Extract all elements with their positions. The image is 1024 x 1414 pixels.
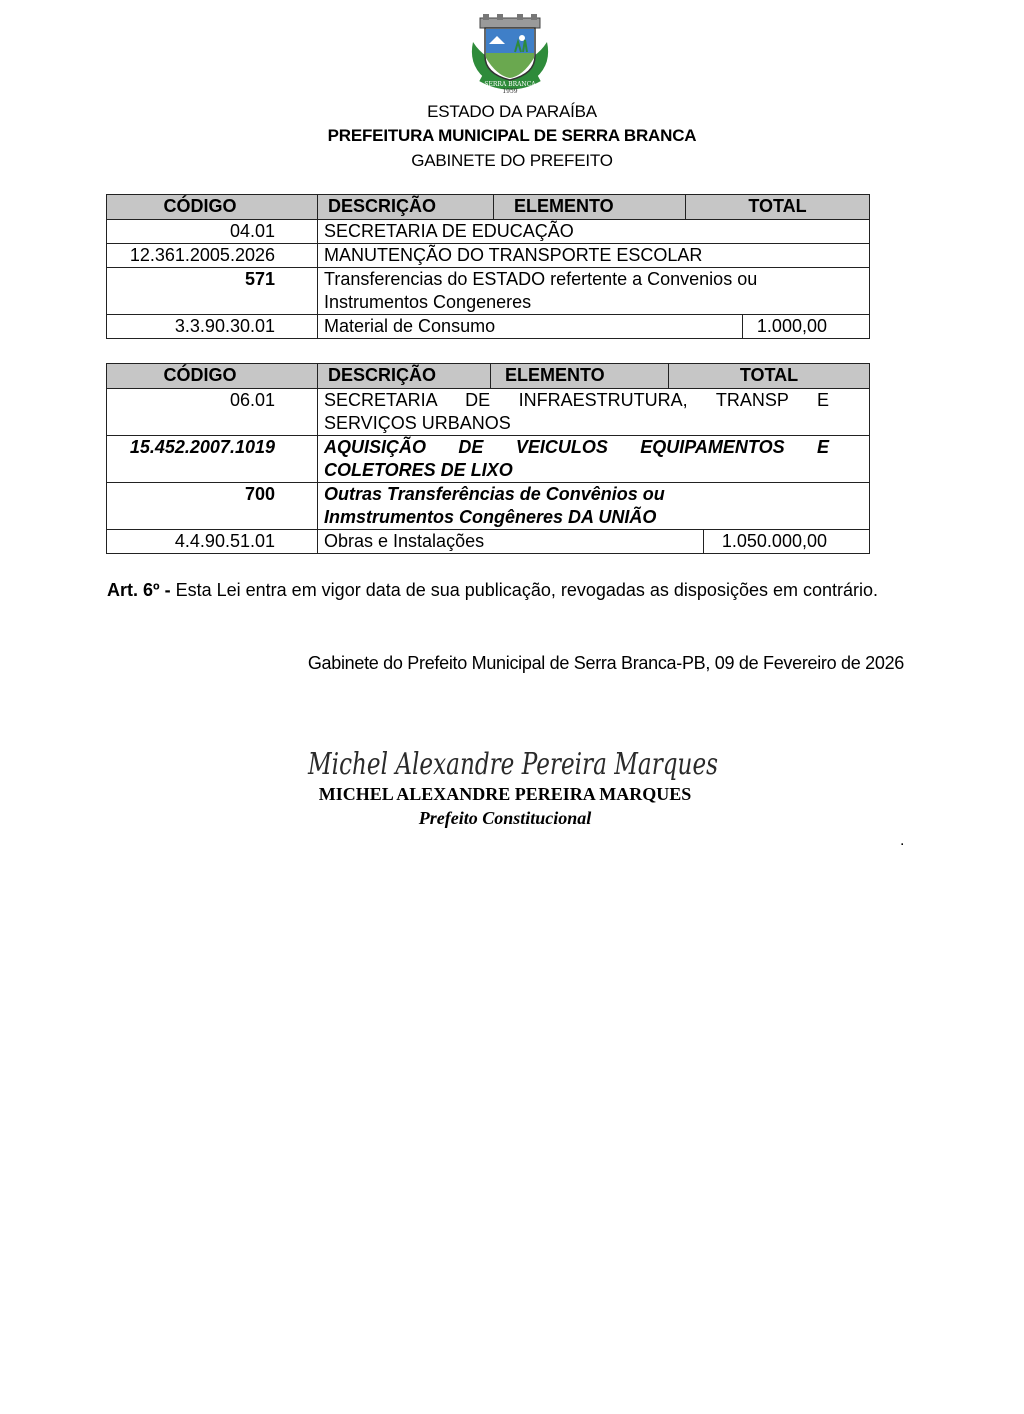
row-code: 700 [107,483,318,529]
table-row [107,243,869,267]
row-description-line-2: Instrumentos Congeneres [324,292,532,312]
col-header-total: TOTAL [739,365,799,385]
col-header-description: DESCRIÇÃO [318,195,494,219]
row-description-line-1: Transferencias do ESTADO refertente a Convenios ou [324,269,758,289]
signatory-role: Prefeito Constitucional [418,808,592,828]
row-description-line-2: SERVIÇOS URBANOS [324,413,511,433]
article-text: Esta Lei entra em vigor data de sua publicação, revogadas as disposições em contrário. [175,580,879,600]
budget-table-1 [106,194,870,339]
table-row [107,314,869,338]
row-total: 1.000,00 [742,315,869,338]
table-row [107,529,869,553]
header-state: ESTADO DA PARAÍBA [427,102,597,121]
row-total: 1.050.000,00 [703,530,869,553]
budget-table-2 [106,363,870,554]
place-and-date: Gabinete do Prefeito Municipal de Serra Branca-PB, 09 de Fevereiro de 2026 [307,653,904,673]
coat-of-arms-logo [463,14,557,94]
table-row [107,219,869,243]
header-municipality: PREFEITURA MUNICIPAL DE SERRA BRANCA [327,126,697,145]
row-description [318,436,869,482]
col-header-description: DESCRIÇÃO [318,364,491,388]
header-office: GABINETE DO PREFEITO [411,151,613,170]
col-header-total: TOTAL [748,196,807,216]
table-row [107,482,869,529]
svg-text:SERRA BRANCA: SERRA BRANCA [484,81,536,88]
row-code: 04.01 [107,220,318,243]
row-description-line-1: SECRETARIA DE INFRAESTRUTURA, TRANSP E [324,390,829,410]
col-header-element: ELEMENTO [491,364,669,388]
row-code: 12.361.2005.2026 [107,244,318,267]
svg-text:1959: 1959 [502,88,518,95]
table-header-row [107,195,869,219]
row-code: 06.01 [107,389,318,435]
article-label: Art. 6º - [107,580,171,600]
row-code: 571 [107,268,318,314]
row-description [318,483,869,529]
row-description-line-2: COLETORES DE LIXO [324,460,513,480]
row-description: Obras e Instalações [324,531,485,551]
signatory-name: MICHEL ALEXANDRE PEREIRA MARQUES [318,784,692,804]
article-paragraph [107,578,904,602]
row-code: 4.4.90.51.01 [107,530,318,553]
table-row [107,267,869,314]
row-description-line-1: AQUISIÇÃO DE VEICULOS EQUIPAMENTOS E [324,437,829,457]
col-header-element: ELEMENTO [494,195,686,219]
row-code: 15.452.2007.1019 [107,436,318,482]
svg-text:Michel Alexandre Pereira Marqu: Michel Alexandre Pereira Marques [307,747,718,782]
col-header-code: CÓDIGO [107,195,318,219]
col-header-code: CÓDIGO [107,364,318,388]
row-description: Material de Consumo [324,316,496,336]
row-code: 3.3.90.30.01 [107,315,318,338]
table-row [107,435,869,482]
row-description: SECRETARIA DE EDUCAÇÃO [324,221,574,241]
row-description-line-1: Outras Transferências de Convênios ou [324,484,665,504]
row-description: MANUTENÇÃO DO TRANSPORTE ESCOLAR [324,245,703,265]
table-row [107,388,869,435]
row-description-line-2: Inmstrumentos Congêneres DA UNIÃO [324,507,657,527]
trailing-mark: . [900,832,905,849]
row-description [318,389,869,435]
table-header-row [107,364,869,388]
row-description [318,268,869,314]
